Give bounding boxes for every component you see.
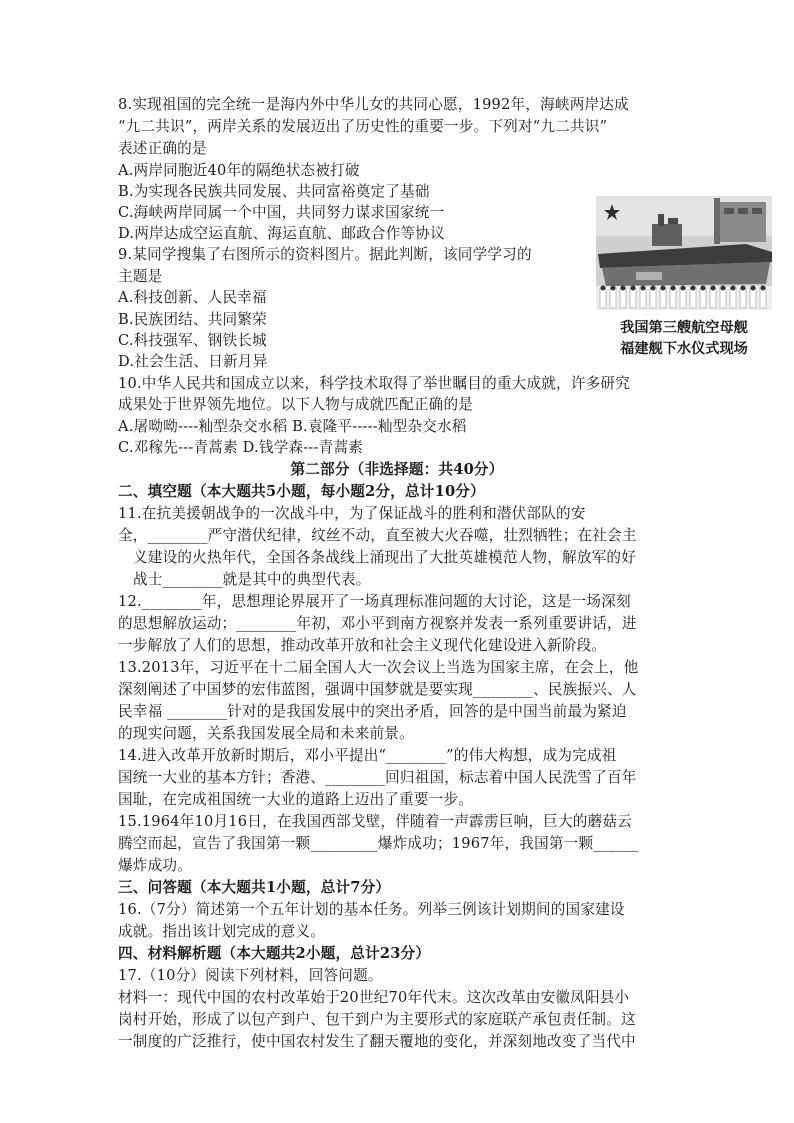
q13-line3: 民幸福 ________针对的是我国发展中的突出矛盾，回答的是中国当前最为紧迫 [118, 703, 627, 720]
part2-heading: 第二部分（非选择题：共40分） [290, 461, 504, 478]
q13-line1: 13.2013年，习近平在十二届全国人大一次会议上当选为国家主席，在会上，他 [118, 659, 639, 676]
q15-line2: 腾空而起，宣告了我国第一颗_________爆炸成功；1967年，我国第一颗______ [118, 835, 639, 852]
q15-line3: 爆炸成功。 [118, 857, 192, 874]
q14-line3: 国耻，在完成祖国统一大业的道路上迈出了重要一步。 [118, 791, 474, 808]
q8-option-d: D.两岸达成空运直航、海运直航、邮政合作等协议 [118, 225, 445, 242]
q12-line2: 的思想解放运动；________年初，邓小平到南方视察并发表一系列重要讲话，进 [118, 615, 637, 632]
q12-line3: 一步解放了人们的思想，推动改革开放和社会主义现代化建设进入新阶段。 [118, 637, 607, 654]
q9-stem-line1: 9.某同学搜集了右图所示的资料图片。据此判断，该同学学习的 [118, 246, 532, 263]
q9-option-c: C.科技强军、钢铁长城 [118, 332, 267, 349]
q11-line1: 11.在抗美援朝战争的一次战斗中，为了保证战斗的胜利和潜伏部队的安 [118, 505, 586, 522]
q17-material1-line1: 材料一：现代中国的农村改革始于20世纪70年代末。这次改革由安徽凤阳县小 [118, 989, 630, 1006]
q13-line4: 的现实问题，关系我国发展全局和未来前景。 [118, 725, 414, 742]
q9-option-b: B.民族团结、共同繁荣 [118, 311, 267, 328]
aircraft-carrier-photo [596, 196, 772, 310]
q11-line3: 义建设的火热年代，全国各条战线上涌现出了大批英雄模范人物，解放军的好 [133, 549, 636, 566]
q17-material1-line2: 岗村开始，形成了以包产到户、包干到户为主要形式的家庭联产承包责任制。这 [118, 1011, 636, 1028]
q9-stem-line2: 主题是 [118, 268, 163, 285]
q14-line2: 国统一大业的基本方针；香港、________回归祖国，标志着中国人民洗雪了百年 [118, 769, 637, 786]
q9-option-a: A.科技创新、人民幸福 [118, 289, 267, 306]
q8-stem-line3: 表述正确的是 [118, 140, 207, 157]
q12-line1: 12.________年，思想理论界展开了一场真理标准问题的大讨论，这是一场深刻 [118, 593, 631, 610]
section4-heading: 四、材料解析题（本大题共2小题，总计23分） [118, 945, 431, 962]
q16-line2: 成就。指出该计划完成的意义。 [118, 923, 326, 940]
q8-stem-line2: “九二共识”，两岸关系的发展迈出了历史性的重要一步。下列对“九二共识” [118, 118, 608, 135]
q17-intro: 17.（10分）阅读下列材料，回答问题。 [118, 967, 383, 984]
photo-caption-line1: 我国第三艘航空母舰 [620, 320, 748, 336]
q10-stem-line1: 10.中华人民共和国成立以来，科学技术取得了举世瞩目的重大成就，许多研究 [118, 375, 631, 392]
section2-heading: 二、填空题（本大题共5小题，每小题2分，总计10分） [118, 483, 485, 500]
q8-option-c: C.海峡两岸同属一个中国，共同努力谋求国家统一 [118, 204, 445, 221]
q11-line4: 战士________就是其中的典型代表。 [133, 571, 371, 588]
q11-line2: 全，________严守潜伏纪律，纹丝不动，直至被大火吞噬，壮烈牺牲；在社会主 [118, 527, 637, 544]
q17-material1-line3: 一制度的广泛推行，使中国农村发生了翻天覆地的变化，并深刻地改变了当代中 [118, 1033, 636, 1050]
q8-option-b: B.为实现各民族共同发展、共同富裕奠定了基础 [118, 183, 430, 200]
q14-line1: 14.进入改革开放新时期后，邓小平提出“________”的伟大构想，成为完成祖 [118, 747, 617, 764]
q9-option-d: D.社会生活、日新月异 [118, 353, 268, 370]
q8-stem-line1: 8.实现祖国的完全统一是海内外中华儿女的共同心愿，1992年，海峡两岸达成 [118, 96, 629, 113]
q10-options-cd: C.邓稼先---青蒿素 D.钱学森---青蒿素 [118, 439, 364, 456]
section3-heading: 三、问答题（本大题共1小题，总计7分） [118, 879, 391, 896]
q10-options-ab: A.屠呦呦----籼型杂交水稻 B.袁隆平-----籼型杂交水稻 [118, 418, 467, 435]
q13-line2: 深刻阐述了中国梦的宏伟蓝图，强调中国梦就是要实现________、民族振兴、人 [118, 681, 637, 698]
q8-option-a: A.两岸同胞近40年的隔绝状态被打破 [118, 162, 360, 179]
photo-caption-line2: 福建舰下水仪式现场 [620, 341, 748, 357]
q15-line1: 15.1964年10月16日，在我国西部戈壁，伴随着一声霹雳巨响，巨大的蘑菇云 [118, 813, 632, 830]
q10-stem-line2: 成果处于世界领先地位。以下人物与成就匹配正确的是 [118, 396, 474, 413]
q16-line1: 16.（7分）简述第一个五年计划的基本任务。列举三例该计划期间的国家建设 [118, 901, 625, 918]
